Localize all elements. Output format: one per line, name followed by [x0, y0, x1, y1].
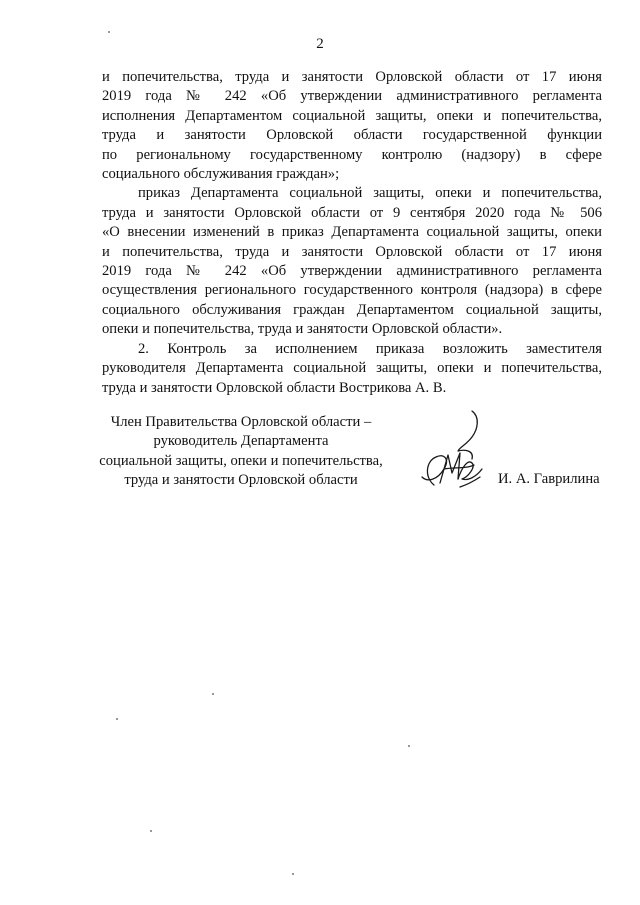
signer-position-line: труда и занятости Орловской области [124, 472, 358, 489]
body-line: труда и занятости Орловской области Вострикова А. В. [102, 379, 447, 396]
signer-position [96, 413, 386, 491]
signer-position-line: Член Правительства Орловской области – [110, 414, 372, 430]
body-line: исполнения Департаментом социальной защиты, опеки и попечительства, [102, 107, 602, 124]
body-line: труда и занятости Орловской области от 9 сентября 2020 года № 506 [102, 204, 602, 221]
body-line: опеки и попечительства, труда и занятости Орловской области». [102, 321, 503, 338]
scan-speck [108, 31, 110, 33]
body-line: 2. Контроль за исполнением приказа возложить заместителя [138, 340, 602, 357]
scan-speck [212, 693, 214, 695]
scan-speck [116, 718, 118, 720]
body-line: социального обслуживания граждан Департаментом социальной защиты, [102, 301, 602, 318]
page-number: 2 [316, 36, 324, 52]
handwritten-signature [414, 407, 492, 497]
body-line: и попечительства, труда и занятости Орловской области от 17 июня [102, 243, 602, 260]
body-line: по региональному государственному контролю (надзору) в сфере [102, 146, 602, 163]
document-body [102, 68, 602, 398]
signer-position-line: социальной защиты, опеки и попечительства, [99, 452, 383, 469]
body-line: приказ Департамента социальной защиты, опеки и попечительства, [138, 185, 602, 202]
body-line: труда и занятости Орловской области государственной функции [102, 127, 602, 144]
body-line: и попечительства, труда и занятости Орловской области от 17 июня [102, 69, 602, 85]
body-line: руководителя Департамента социальной защиты, опеки и попечительства, [102, 360, 602, 377]
body-line: «О внесении изменений в приказ Департамента социальной защиты, опеки [102, 224, 602, 241]
scan-speck [408, 745, 410, 747]
body-line: социального обслуживания граждан»; [102, 166, 340, 183]
scan-speck [292, 873, 294, 875]
body-line: 2019 года № 242 «Об утверждении административного регламента [102, 88, 602, 105]
body-line: осуществления регионального государственного контроля (надзора) в сфере [102, 282, 602, 299]
signer-position-line: руководитель Департамента [153, 433, 329, 450]
body-line: 2019 года № 242 «Об утверждении административного регламента [102, 263, 602, 280]
signer-name: И. А. Гаврилина [498, 471, 600, 487]
scan-speck [150, 830, 152, 832]
